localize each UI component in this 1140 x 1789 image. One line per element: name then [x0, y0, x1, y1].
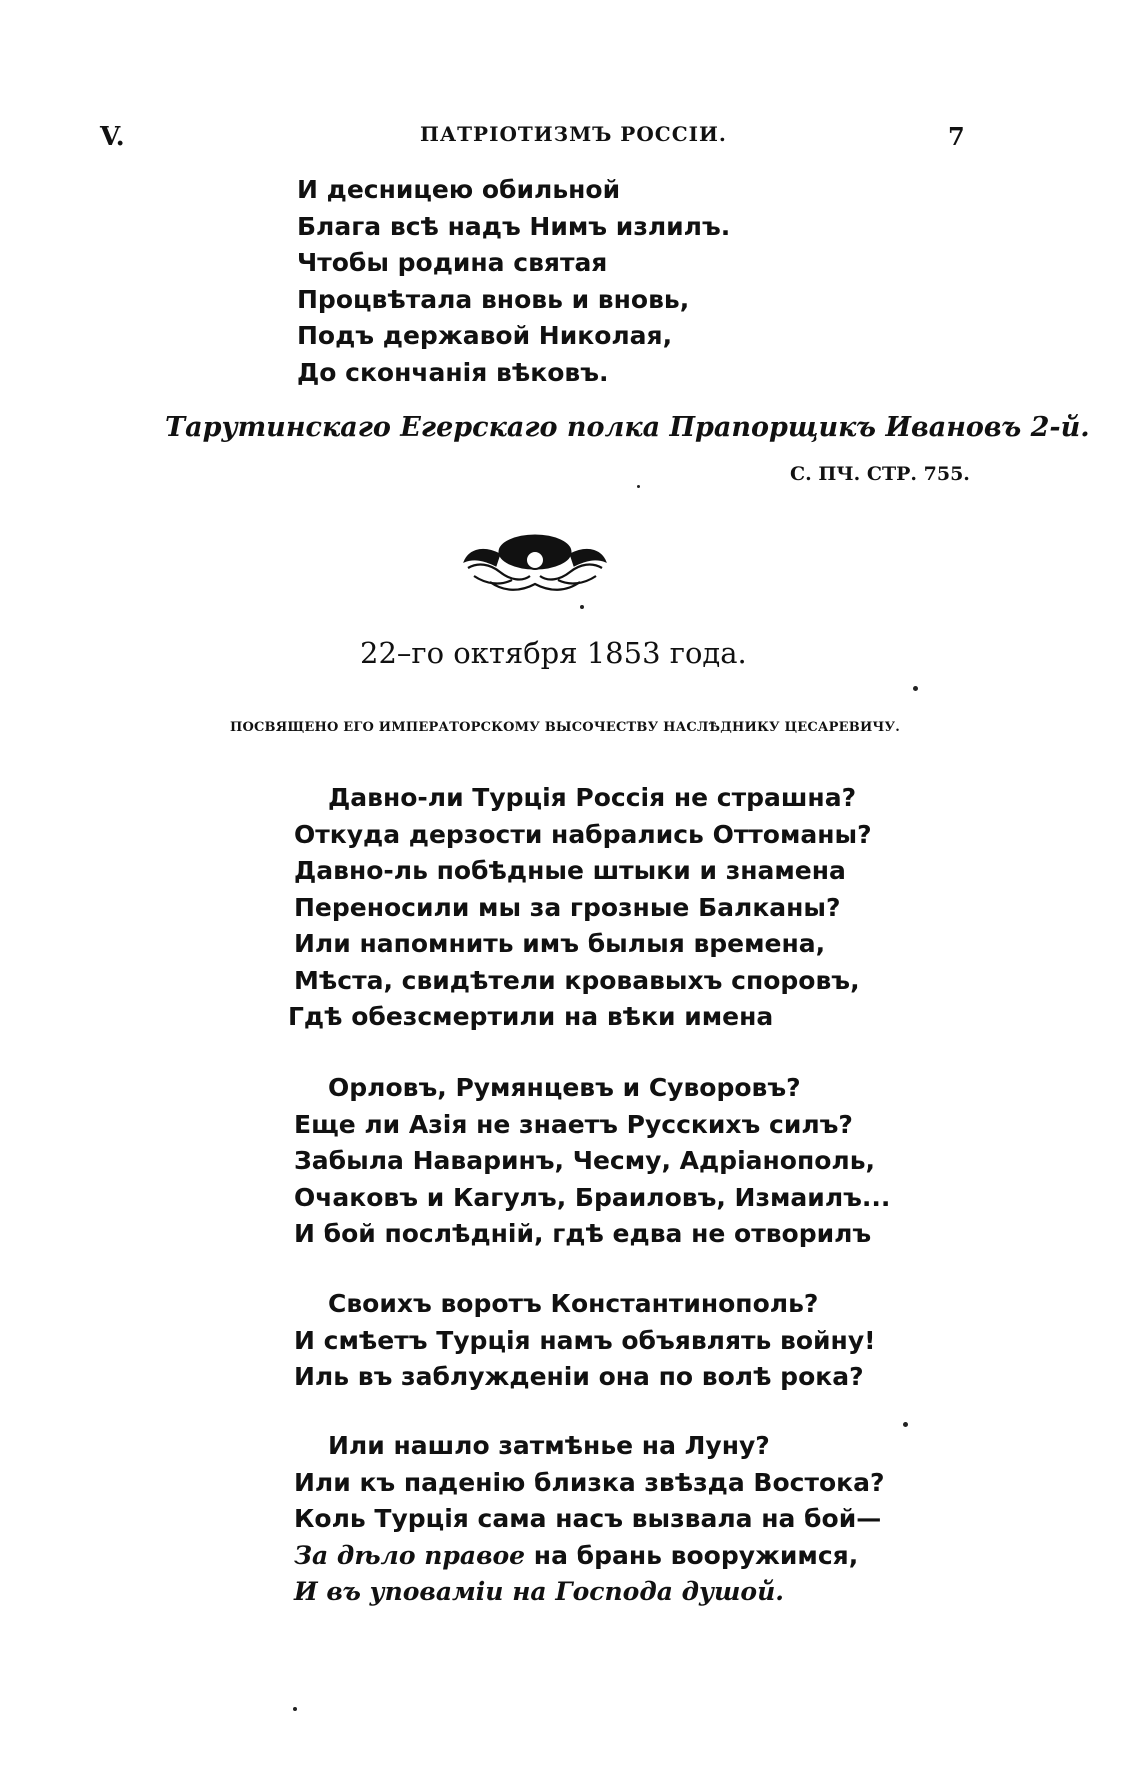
stanza-1 [288, 780, 872, 1036]
poem-line: Давно-ль побѣдные штыки и знамена [294, 856, 846, 885]
poem-line: Орловъ, Румянцевъ и Суворовъ? [328, 1073, 801, 1102]
ink-speck [903, 1422, 908, 1427]
ink-speck [293, 1707, 297, 1711]
poem-line: Или напомнить имъ былыя времена, [294, 929, 826, 958]
closing-italic-phrase: За дѣло правое [294, 1540, 526, 1570]
poem-line: Или нашло затмѣнье на Луну? [328, 1431, 770, 1460]
poem-line: Забыла Наваринъ, Чесму, Адріанополь, [294, 1146, 876, 1175]
stanza-4 [294, 1428, 885, 1611]
poem-line: Давно-ли Турція Россія не страшна? [328, 783, 857, 812]
poem-line closing-line [294, 1538, 885, 1575]
running-title: ПАТРІОТИЗМЪ РОССІИ. [420, 122, 727, 146]
poem-line: Еще ли Азія не знаетъ Русскихъ силъ? [294, 1109, 853, 1139]
poem-line: Процвѣтала вновь и вновь, [297, 284, 690, 314]
cherub-ornament-icon [460, 522, 610, 597]
section-number: V. [100, 122, 125, 152]
stanza-2 [294, 1070, 890, 1253]
ink-speck [913, 686, 918, 691]
poem-line: Очаковъ и Кагулъ, Браиловъ, Измаилъ... [294, 1182, 891, 1212]
poem-line: До скончанія вѣковъ. [297, 357, 609, 387]
closing-rest-phrase: на брань вооружимся, [525, 1540, 859, 1570]
source-reference: С. ПЧ. СТР. 755. [790, 463, 970, 485]
poem-line closing-line: И въ уповаміи на Господа душой. [294, 1577, 784, 1606]
poem-line: Блага всѣ надъ Нимъ излилъ. [297, 211, 731, 241]
poem-line: Чтобы родина святая [297, 248, 608, 277]
poem-line: Своихъ воротъ Константинополь? [328, 1289, 819, 1318]
author-signature: Тарутинскаго Егерскаго полка Прапорщикъ Ивановъ 2-й. [165, 412, 1090, 443]
ink-speck [580, 605, 584, 609]
poem-line: И десницею обильной [297, 175, 621, 204]
poem-line: И смѣетъ Турція намъ объявлять войну! [294, 1325, 876, 1355]
poem-line: Коль Турція сама насъ вызвала на бой— [294, 1504, 882, 1533]
poem-title: 22–го октября 1853 года. [360, 636, 747, 670]
poem-line: Или къ паденію близка звѣзда Востока? [294, 1467, 885, 1497]
poem-dedication: ПОСВЯЩЕНО ЕГО ИМПЕРАТОРСКОМУ ВЫСОЧЕСТВУ НАСЛѢДНИКУ ЦЕСАРЕВИЧУ. [230, 720, 900, 735]
poem-line: Подъ державой Николая, [297, 321, 673, 350]
poem-line: Откуда дерзости набрались Оттоманы? [294, 819, 872, 849]
poem-top-stanza [297, 172, 730, 391]
stanza-3 [294, 1286, 876, 1396]
poem-line: Гдѣ обезсмертили на вѣки имена [288, 1002, 774, 1031]
poem-line: Переносили мы за грозные Балканы? [294, 892, 841, 922]
poem-line: И бой послѣдній, гдѣ едва не отворилъ [294, 1219, 872, 1248]
poem-line: Мѣста, свидѣтели кровавыхъ споровъ, [294, 965, 860, 995]
poem-line: Иль въ заблужденіи она по волѣ рока? [294, 1362, 864, 1391]
page-number: 7 [948, 122, 965, 151]
ink-speck [637, 485, 640, 488]
